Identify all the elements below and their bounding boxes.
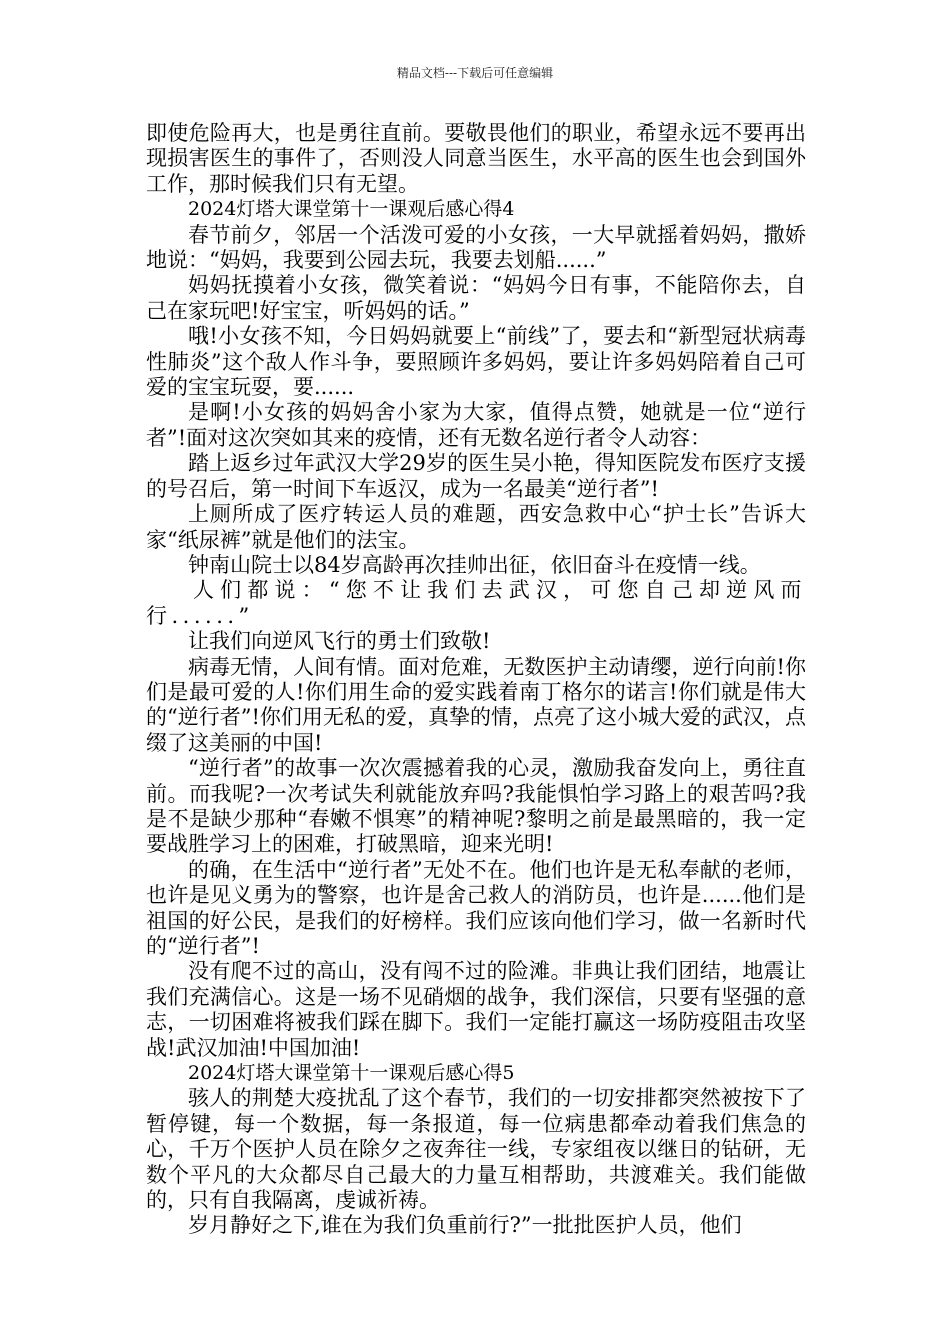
paragraph: 病毒无情，人间有情。面对危难，无数医护主动请缨，逆行向前!你们是最可爱的人!你们用生命的爱实践着南丁格尔的诺言!你们就是伟大的“逆行者”!你们用无私的爱，真挚的情，点亮了这小城大爱的武汉，点缀了这美丽的中国! xyxy=(146,654,806,755)
paragraph: 是啊!小女孩的妈妈舍小家为大家，值得点赞，她就是一位“逆行者”!面对这次突如其来的疫情，还有无数名逆行者令人动容： xyxy=(146,400,806,450)
paragraph: 即使危险再大，也是勇往直前。要敬畏他们的职业，希望永远不要再出现损害医生的事件了，否则没人同意当医生，水平高的医生也会到国外工作，那时候我们只有无望。 xyxy=(146,121,806,196)
paragraph: 人们都说：“您不让我们去武汉，可您自己却逆风而行......” xyxy=(146,578,806,628)
paragraph: 上厕所成了医疗转运人员的难题，西安急救中心“护士长”告诉大家“纸尿裤”就是他们的法宝。 xyxy=(146,502,806,552)
paragraph: 哦!小女孩不知，今日妈妈就要上“前线”了，要去和“新型冠状病毒性肺炎”这个敌人作斗争，要照顾许多妈妈，要让许多妈妈陪着自己可爱的宝宝玩耍，要...... xyxy=(146,324,806,400)
document-body xyxy=(146,121,806,1239)
paragraph: 春节前夕，邻居一个活泼可爱的小女孩，一大早就摇着妈妈，撒娇地说：“妈妈，我要到公园去玩，我要去划船......” xyxy=(146,222,806,273)
paragraph: 的确，在生活中“逆行者”无处不在。他们也许是无私奉献的老师，也许是见义勇为的警察，也许是舍己救人的消防员，也许是......他们是祖国的好公民，是我们的好榜样。我们应该向他们学习，做一名新时代的“逆行者”! xyxy=(146,857,806,958)
paragraph: 没有爬不过的高山，没有闯不过的险滩。非典让我们团结，地震让我们充满信心。这是一场不见硝烟的战争，我们深信，只要有坚强的意志，一切困难将被我们踩在脚下。我们一定能打赢这一场防疫阻击攻坚战!武汉加油!中国加油! xyxy=(146,959,806,1060)
paragraph: 钟南山院士以84岁高龄再次挂帅出征，依旧奋斗在疫情一线。 xyxy=(188,552,761,577)
paragraph: 骇人的荆楚大疫扰乱了这个春节，我们的一切安排都突然被按下了暂停键，每一个数据，每一条报道，每一位病患都牵动着我们焦急的心，千万个医护人员在除夕之夜奔往一线，专家组夜以继日的钻研，无数个平凡的大众都尽自己最大的力量互相帮助，共渡难关。我们能做的，只有自我隔离，虔诚祈祷。 xyxy=(146,1086,806,1213)
section-heading: 2024灯塔大课堂第十一课观后感心得5 xyxy=(188,1062,515,1085)
paragraph: “逆行者”的故事一次次震撼着我的心灵，激励我奋发向上，勇往直前。而我呢?一次考试失利就能放弃吗?我能惧怕学习路上的艰苦吗?我是不是缺少那种“春嫩不惧寒”的精神呢?黎明之前是最黑暗的，我一定要战胜学习上的困难，打破黑暗，迎来光明! xyxy=(146,756,806,857)
paragraph: 踏上返乡过年武汉大学29岁的医生吴小艳，得知医院发布医疗支援的号召后，第一时间下车返汉，成为一名最美“逆行者”! xyxy=(146,451,806,501)
paragraph: 妈妈抚摸着小女孩，微笑着说：“妈妈今日有事，不能陪你去，自己在家玩吧!好宝宝，听妈妈的话。” xyxy=(146,273,806,323)
paragraph: 让我们向逆风飞行的勇士们致敬! xyxy=(188,629,491,654)
paragraph: 岁月静好之下,谁在为我们负重前行?”一批批医护人员，他们 xyxy=(188,1213,742,1238)
section-heading: 2024灯塔大课堂第十一课观后感心得4 xyxy=(188,198,515,221)
page-header: 精品文档---下载后可任意编辑 xyxy=(396,66,554,80)
